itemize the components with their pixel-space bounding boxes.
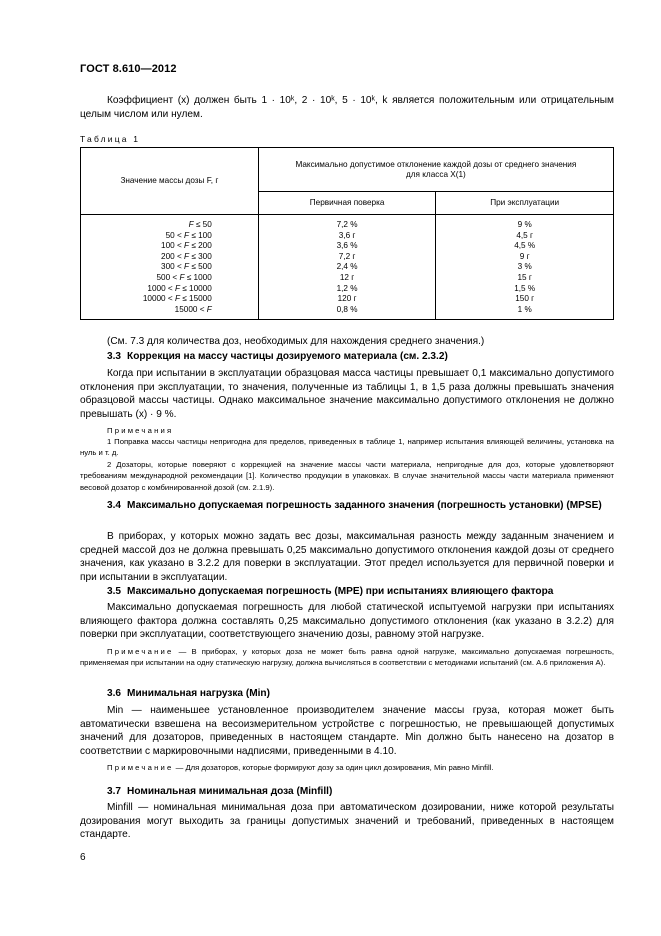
section-3-5-note bbox=[80, 646, 614, 669]
section-3-4-text: В приборах, у которых можно задать вес дозы, максимальная разность между заданным значением и средней массой доз не должна превышать 0,25 максимально допустимого отклонения каждой дозы от среднего значения, как указано в 3.2.2 для поверки в эксплуатации. Этот предел используется для первичной поверки и при испытании в эксплуатации. bbox=[80, 531, 614, 583]
section-3-3-note-2: 2 Дозаторы, которые поверяют с коррекцией на значение массы части материала, непригодные для доз, которые удовлетворяют требованиям международной рекомендации [1]. Количество продукции в упаковках. В случае значительной массы части материала применяют весовой дозатор с комбинированной дозой (см. 2.1.9). bbox=[80, 460, 614, 492]
service-cell: 1 % bbox=[517, 304, 532, 314]
primary-column bbox=[258, 215, 436, 320]
service-cell: 15 г bbox=[517, 272, 532, 282]
deviation-table bbox=[80, 147, 614, 320]
section-number: 3.3 bbox=[107, 351, 122, 362]
section-3-5-heading bbox=[80, 585, 614, 599]
after-table-note: (См. 7.3 для количества доз, необходимых для нахождения среднего значения.) bbox=[107, 336, 485, 347]
service-cell: 9 % bbox=[517, 220, 532, 229]
section-3-7-heading bbox=[80, 785, 614, 799]
primary-cell: 12 г bbox=[339, 272, 355, 282]
section-title: Номинальная минимальная доза (Minfill) bbox=[127, 786, 333, 797]
primary-cell: 0,8 % bbox=[336, 304, 358, 314]
section-3-6-note bbox=[80, 762, 614, 773]
service-column bbox=[436, 215, 614, 320]
primary-cell: 120 г bbox=[337, 294, 357, 304]
note-label: Примечание bbox=[107, 763, 174, 772]
col-header-group: Максимально допустимое отклонение каждой дозы от среднего значения для класса X(1) bbox=[258, 148, 613, 192]
service-cell: 4,5 % bbox=[514, 241, 536, 251]
section-3-3-text: Когда при испытании в эксплуатации образцовая масса частицы превышает 0,1 максимально допустимого отклонения при эксплуатации, то значения, полученные из таблицы 1, в 1,5 раза должны превышать значения образцовой массы частицы. Однако максимальное значение максимально допустимого отклонения не должно превышать (x) · 9 %. bbox=[80, 368, 614, 420]
mass-cell: 300 < F ≤ 500 bbox=[161, 262, 212, 272]
service-cell: 4,5 г bbox=[516, 230, 533, 240]
service-cell: 1,5 % bbox=[514, 283, 536, 293]
section-number: 3.7 bbox=[107, 786, 122, 797]
section-3-3-note-1: 1 Поправка массы частицы непригодна для пределов, приведенных в таблице 1, например испытания влияющей величины, установка на нуль и т. д. bbox=[80, 437, 614, 458]
section-3-3-heading bbox=[80, 350, 614, 364]
section-title: Минимальная нагрузка (Min) bbox=[127, 688, 270, 699]
service-cell: 9 г bbox=[519, 251, 530, 261]
section-3-7-text: Minfill — номинальная минимальная доза при автоматическом дозировании, ниже которой результаты дозирования могут выходить за границы допустимых значений и требований, приведенных в настоящем стандарте. bbox=[80, 802, 614, 841]
mass-cell: F ≤ 50 bbox=[188, 220, 212, 229]
section-3-6-heading bbox=[80, 687, 614, 701]
table-body-row bbox=[81, 215, 614, 320]
section-3-4-heading bbox=[80, 499, 614, 513]
section-number: 3.5 bbox=[107, 586, 122, 597]
mass-cell: 50 < F ≤ 100 bbox=[165, 230, 212, 240]
note-text: — Для дозаторов, которые формируют дозу за один цикл дозирования, Min равно Minfill. bbox=[173, 763, 494, 772]
primary-cell: 2,4 % bbox=[336, 262, 358, 272]
primary-cell: 3,6 % bbox=[336, 241, 358, 251]
section-title: Максимально допускаемая погрешность заданного значения (погрешность установки) (MPSE) bbox=[127, 500, 602, 511]
page-number: 6 bbox=[80, 852, 86, 863]
primary-cell: 7,2 г bbox=[338, 251, 356, 261]
mass-cell: 200 < F ≤ 300 bbox=[161, 251, 212, 261]
intro-paragraph: Коэффициент (x) должен быть 1 · 10ᵏ, 2 · 10ᵏ, 5 · 10ᵏ, k является положительным или отрицательным целым числом или нулем. bbox=[80, 95, 614, 120]
col-header-primary: Первичная поверка bbox=[258, 192, 436, 215]
section-3-5-text: Максимально допускаемая погрешность для любой статической испытуемой нагрузки при испытаниях влияющего фактора должна составлять 0,25 максимально допустимого отклонения (как указано в 3.2.2) для поверки при эксплуатации, соответствующего значению дозы, равному этой нагрузке. bbox=[80, 602, 614, 641]
section-3-3-notes-label: Примечания bbox=[107, 426, 174, 435]
section-number: 3.6 bbox=[107, 688, 122, 699]
col-header-service: При эксплуатации bbox=[436, 192, 614, 215]
service-cell: 3 % bbox=[517, 262, 532, 272]
section-3-6-text: Min — наименьшее установленное производителем значение массы груза, которая может быть автоматически взвешена на весоизмерительном устройстве с погрешностью, не превышающей допустимых значений для дозаторов, приведенных в настоящем стандарте. Min должно быть нанесено на дозатор в соответствии с маркировочными надписями, приведенными в 4.10. bbox=[80, 705, 614, 757]
section-number: 3.4 bbox=[107, 500, 122, 511]
primary-cell: 1,2 % bbox=[336, 283, 358, 293]
mass-cell: 10000 < F ≤ 15000 bbox=[142, 294, 212, 304]
col-header-mass: Значение массы дозы F, г bbox=[81, 148, 259, 215]
mass-column bbox=[81, 215, 259, 320]
note-label: Примечание bbox=[107, 647, 174, 656]
section-title: Коррекция на массу частицы дозируемого материала (см. 2.3.2) bbox=[127, 351, 448, 362]
mass-cell: 1000 < F ≤ 10000 bbox=[147, 283, 212, 293]
mass-cell: 500 < F ≤ 1000 bbox=[156, 272, 212, 282]
mass-cell: 15000 < F bbox=[174, 304, 212, 314]
primary-cell: 7,2 % bbox=[336, 220, 358, 229]
table-caption: Таблица 1 bbox=[80, 134, 141, 144]
mass-cell: 100 < F ≤ 200 bbox=[161, 241, 212, 251]
primary-cell: 3,6 г bbox=[338, 230, 356, 240]
note-text: — В приборах, у которых доза не может быть равна одной нагрузке, максимально допускаемая погрешность, применяемая при испытании на одну статическую нагрузку, должна вычисляться в соответствии с методиками испытаний (см. А.6 приложения А). bbox=[80, 647, 614, 668]
document-header: ГОСТ 8.610—2012 bbox=[80, 63, 177, 75]
service-cell: 150 г bbox=[515, 294, 535, 304]
section-title: Максимально допускаемая погрешность (MPE) при испытаниях влияющего фактора bbox=[127, 586, 554, 597]
